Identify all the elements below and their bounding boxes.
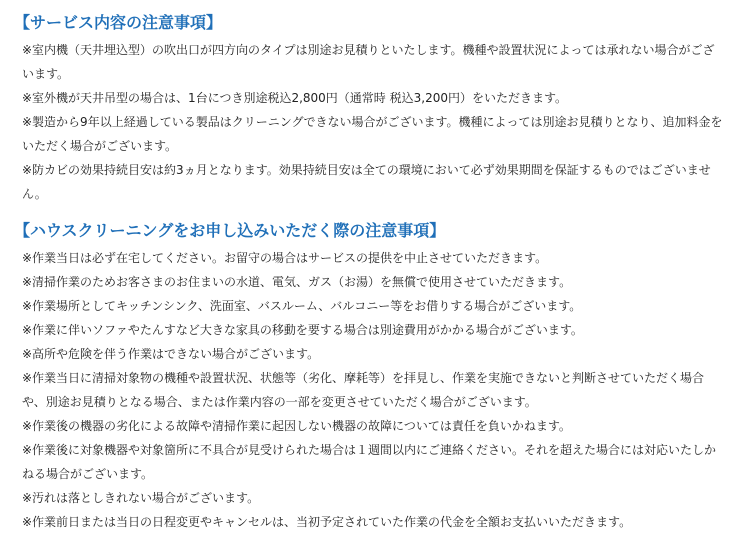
service-notes-title: 【サービス内容の注意事項】 — [14, 13, 223, 32]
application-note-item: ※高所や危険を伴う作業はできない場合がございます。 — [22, 347, 320, 361]
service-notes-list — [22, 38, 726, 206]
section-spacer — [22, 206, 726, 220]
application-note-item: ※作業前日または当日の日程変更やキャンセルは、当初予定されていた作業の代金を全額お支払いいただきます。 — [22, 515, 632, 529]
service-note-item: ※室外機が天井吊型の場合は、1台につき別途税込2,800円（通常時 税込3,200円）をいただきます。 — [22, 91, 568, 105]
application-note-item: ※作業に伴いソファやたんすなど大きな家具の移動を要する場合は別途費用がかかる場合がございます。 — [22, 323, 583, 337]
application-note-item: ※作業当日に清掃対象物の機種や設置状況、状態等（劣化、摩耗等）を拝見し、作業を実施できないと判断させていただく場合や、別途お見積りとなる場合、または作業内容の一部を変更させていただく場合がございます。 — [22, 371, 705, 409]
service-notes-section — [14, 12, 726, 206]
application-note-item: ※作業当日は必ず在宅してください。お留守の場合はサービスの提供を中止させていただきます。 — [22, 251, 548, 265]
application-note-item: ※作業場所としてキッチンシンク、洗面室、バスルーム、バルコニー等をお借りする場合がございます。 — [22, 299, 582, 313]
application-note-item: ※作業後の機器の劣化による故障や清掃作業に起因しない機器の故障については責任を負いかねます。 — [22, 419, 571, 433]
application-notes-list — [22, 246, 726, 534]
application-notes-section — [14, 220, 726, 534]
application-note-item: ※作業後に対象機器や対象箇所に不具合が見受けられた場合は１週間以内にご連絡ください。それを超えた場合には対応いたしかねる場合がございます。 — [22, 443, 717, 481]
application-note-item: ※清掃作業のためお客さまのお住まいの水道、電気、ガス（お湯）を無償で使用させていただきます。 — [22, 275, 572, 289]
application-notes-title: 【ハウスクリーニングをお申し込みいただく際の注意事項】 — [14, 221, 446, 240]
service-note-item: ※室内機（天井埋込型）の吹出口が四方向のタイプは別途お見積りといたします。機種や設置状況によっては承れない場合がございます。 — [22, 43, 715, 81]
application-note-item: ※汚れは落としきれない場合がございます。 — [22, 491, 260, 505]
service-note-item: ※防カビの効果持続目安は約3ヵ月となります。効果持続目安は全ての環境において必ず効果期間を保証するものではございません。 — [22, 163, 711, 201]
service-note-item: ※製造から9年以上経過している製品はクリーニングできない場合がございます。機種によっては別途お見積りとなり、追加料金をいただく場合がございます。 — [22, 115, 723, 153]
